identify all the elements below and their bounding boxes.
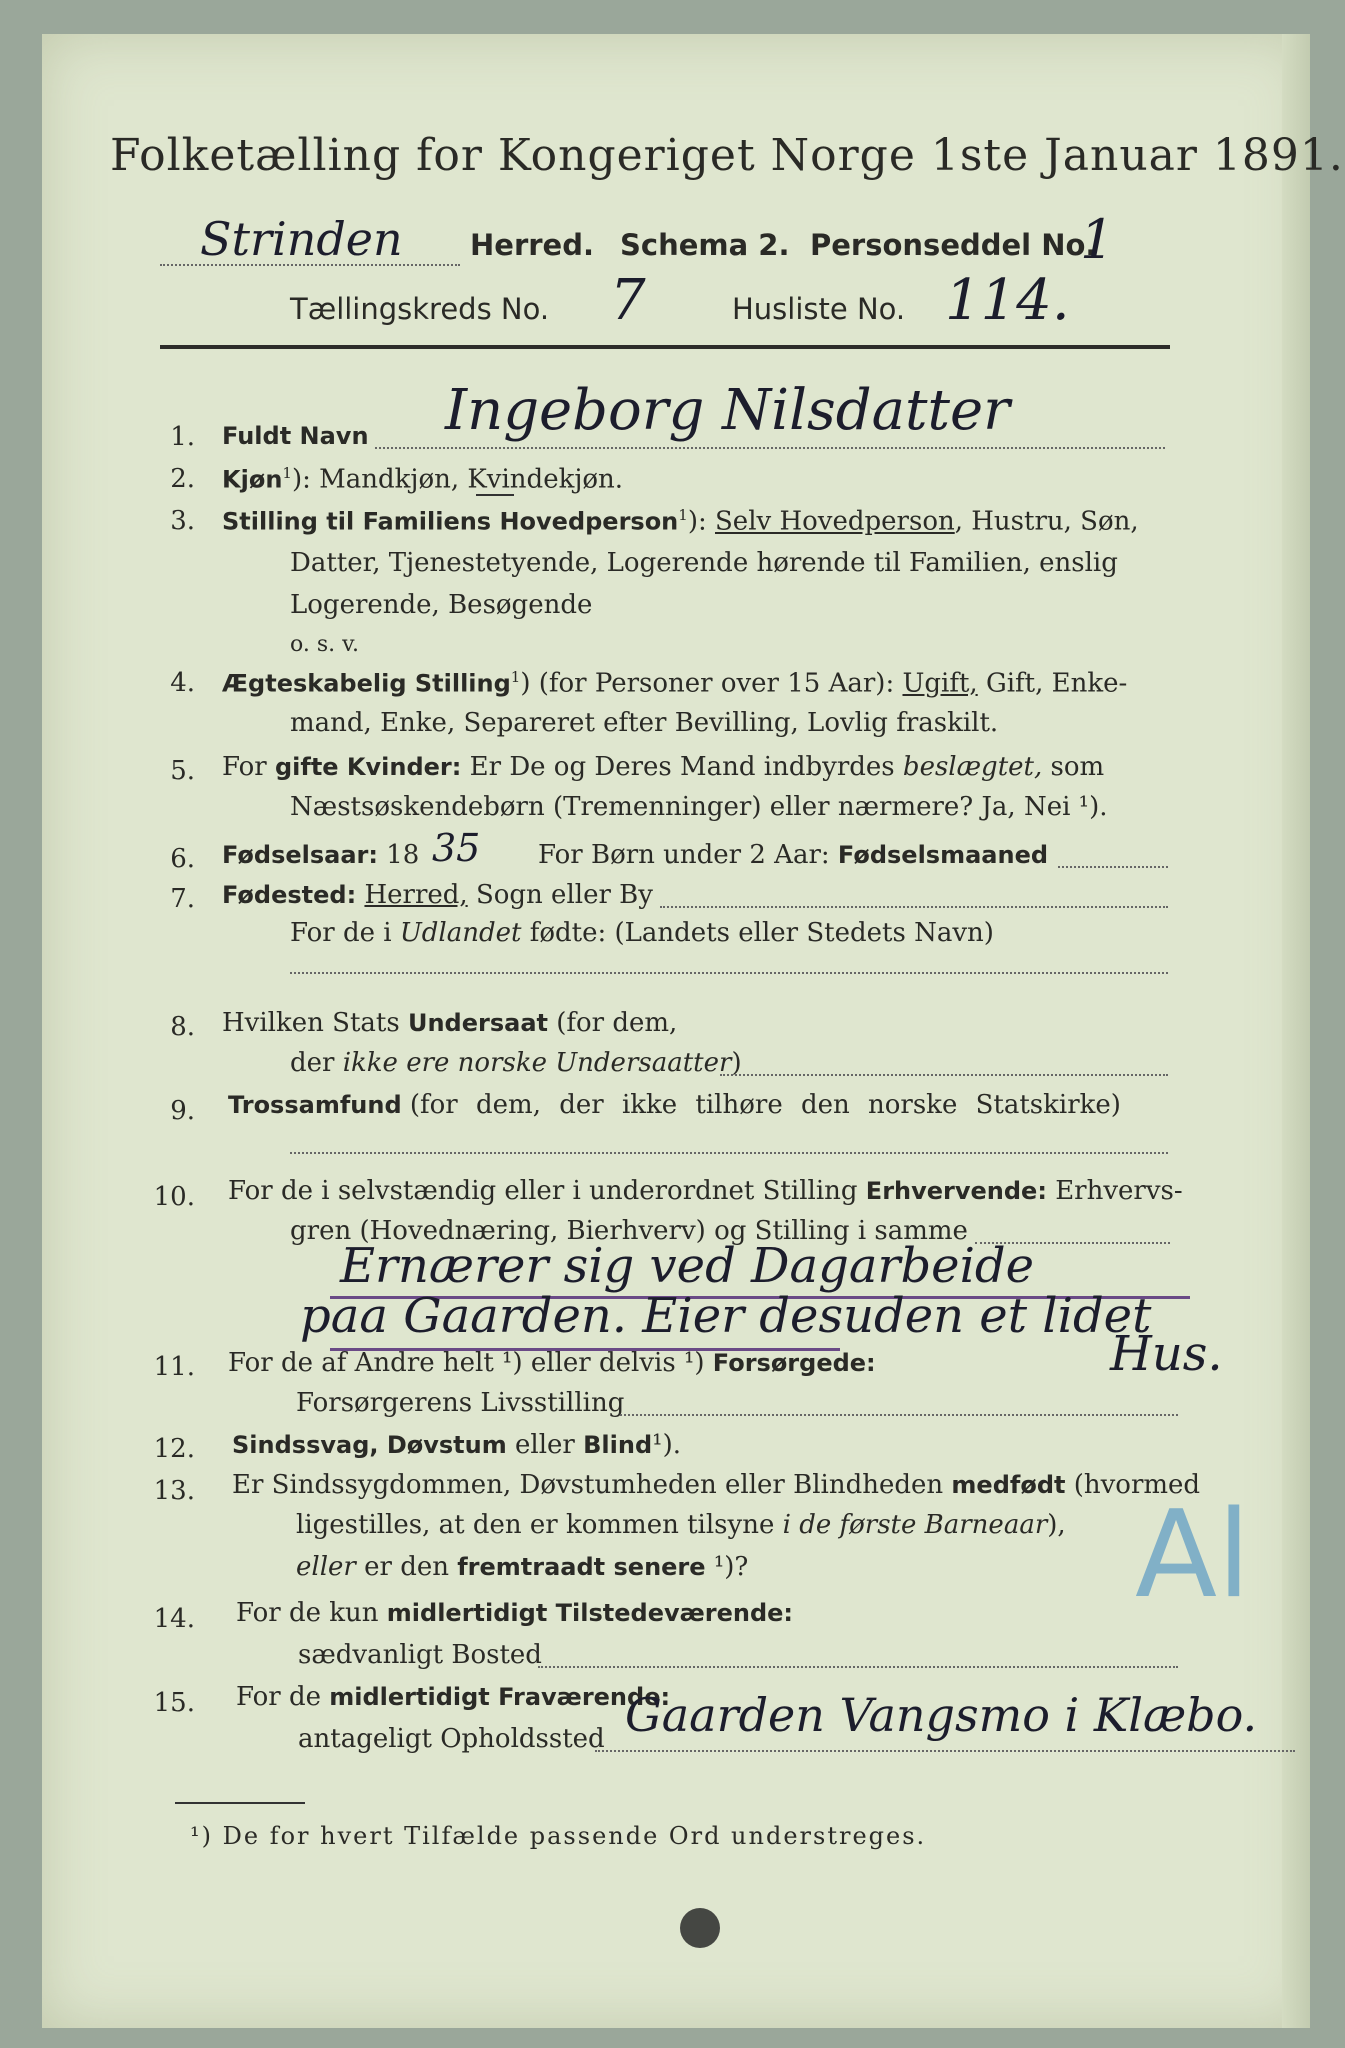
form-title: Folketælling for Kongeriget Norge 1ste Januar 1891. bbox=[110, 130, 1344, 181]
blue-pencil-mark-al: Al bbox=[1135, 1486, 1251, 1625]
q4-text2: Gift, Enke- bbox=[977, 668, 1128, 699]
item-number: 1. bbox=[170, 422, 195, 452]
q1-answer-handwritten: Ingeborg Nilsdatter bbox=[445, 378, 1010, 443]
item-number: 8. bbox=[170, 1012, 195, 1042]
q7-line2em: Udlandet bbox=[399, 918, 522, 948]
item-number: 5. bbox=[170, 756, 195, 786]
q13-line3b: ¹)? bbox=[713, 1552, 749, 1582]
q13-line3 bbox=[296, 1552, 748, 1583]
q15-line2: antageligt Opholdssted bbox=[298, 1724, 605, 1754]
herred-dotted-line bbox=[160, 264, 460, 266]
q7-line1 bbox=[222, 880, 653, 911]
q5-text1: For bbox=[222, 752, 267, 782]
q12-label: Sindssvag, Døvstum bbox=[232, 1431, 507, 1459]
q11-text1: For de af Andre helt ¹) eller delvis ¹) bbox=[228, 1348, 705, 1378]
q15-text1: For de bbox=[236, 1682, 321, 1712]
q4-text1: ) (for Personer over 15 Aar): bbox=[520, 668, 895, 699]
husliste-label: Husliste No. bbox=[732, 292, 906, 326]
q3-line2: Datter, Tjenestetyende, Logerende hørende til Familien, enslig bbox=[290, 548, 1118, 578]
q9-label: Trossamfund bbox=[228, 1091, 402, 1119]
item-number: 15. bbox=[153, 1688, 195, 1718]
q3-line3: Logerende, Besøgende bbox=[290, 590, 593, 620]
q2-text: ): Mandkjøn, Kvindekjøn. bbox=[291, 464, 624, 495]
q8-line2b: ) bbox=[731, 1048, 742, 1078]
q7-line2 bbox=[290, 918, 994, 949]
q11-line1 bbox=[228, 1348, 876, 1379]
schema-label: Schema 2. bbox=[620, 228, 790, 262]
q5-line1 bbox=[222, 752, 1104, 783]
q13-line3em: eller bbox=[296, 1552, 356, 1582]
q5-em: beslægtet, bbox=[902, 752, 1043, 782]
item-number: 6. bbox=[170, 844, 195, 874]
q12-label2: Blind bbox=[583, 1431, 653, 1459]
q6-dotted-line bbox=[1058, 866, 1168, 868]
q6-prefix: 18 bbox=[386, 840, 420, 870]
q7-dotted-line bbox=[660, 906, 1168, 908]
q6-label: Fødselsaar: bbox=[222, 841, 378, 869]
q15-label: midlertidigt Fraværende: bbox=[329, 1683, 671, 1711]
q4-sup: 1 bbox=[510, 668, 521, 686]
q5-text2: Er De og Deres Mand indbyrdes bbox=[469, 752, 895, 782]
item-number: 11. bbox=[153, 1352, 195, 1382]
q10-answer-line3-handwritten: Hus. bbox=[1110, 1326, 1223, 1382]
q10-line2: gren (Hovednæring, Bierhverv) og Stilling i samme bbox=[290, 1216, 968, 1246]
q14-line2: sædvanligt Bosted bbox=[298, 1640, 542, 1670]
q7-dotted-line-2 bbox=[290, 972, 1168, 974]
q13-text2: (hvormed bbox=[1073, 1470, 1201, 1500]
kreds-number: 7 bbox=[610, 268, 646, 333]
footnote-rule bbox=[175, 1802, 305, 1804]
q4-label: Ægteskabelig Stilling bbox=[222, 669, 511, 698]
personseddel-number: 1 bbox=[1080, 208, 1115, 271]
q2-label: Kjøn bbox=[222, 465, 283, 494]
q10-line1 bbox=[228, 1176, 1183, 1207]
q13-line3label: fremtraadt senere bbox=[457, 1553, 706, 1581]
q5-text3: som bbox=[1050, 752, 1105, 782]
q10-text2: Erhvervs- bbox=[1055, 1176, 1183, 1206]
kreds-label: Tællingskreds No. bbox=[290, 292, 550, 326]
q8-line1 bbox=[222, 1008, 677, 1039]
q12-line bbox=[232, 1430, 681, 1461]
q6-line bbox=[222, 840, 419, 871]
q12-text: eller bbox=[515, 1430, 575, 1460]
q10-answer-line2-handwritten: paa Gaarden. Eier desuden et lidet bbox=[300, 1288, 1152, 1344]
item-number: 12. bbox=[153, 1434, 195, 1464]
q14-label: midlertidigt Tilstedeværende: bbox=[386, 1599, 794, 1627]
item-number: 14. bbox=[153, 1604, 195, 1634]
q11-label: Forsørgede: bbox=[712, 1349, 876, 1377]
q4-selected-option: Ugift, bbox=[902, 668, 978, 699]
item-number: 9. bbox=[170, 1096, 195, 1126]
q3-sup: 1 bbox=[678, 506, 688, 524]
q3-line4: o. s. v. bbox=[290, 632, 359, 657]
q2-underline-selection bbox=[476, 494, 514, 496]
q3-text1: ): bbox=[687, 506, 707, 537]
footnote: ¹) De for hvert Tilfælde passende Ord understreges. bbox=[190, 1822, 927, 1850]
q3-selected-option: Selv Hovedperson bbox=[715, 506, 955, 537]
q14-dotted-line bbox=[538, 1666, 1178, 1668]
q13-text1: Er Sindssygdommen, Døvstumheden eller Blindheden bbox=[232, 1470, 944, 1500]
item-number: 4. bbox=[170, 668, 195, 698]
q7-line2a: For de i bbox=[290, 918, 392, 948]
sheet-edge bbox=[1282, 34, 1310, 2028]
q15-line1 bbox=[236, 1682, 670, 1713]
q8-dotted-line bbox=[720, 1074, 1168, 1076]
q7-selected-option: Herred, bbox=[364, 880, 468, 910]
q8-line2 bbox=[290, 1048, 742, 1079]
q14-line1 bbox=[236, 1598, 793, 1629]
q15-answer-handwritten: Gaarden Vangsmo i Klæbo. bbox=[625, 1688, 1258, 1742]
q11-dotted-line bbox=[620, 1414, 1178, 1416]
q13-line1 bbox=[232, 1470, 1200, 1501]
q11-line2: Forsørgerens Livsstilling bbox=[296, 1388, 625, 1418]
q8-line2a: der bbox=[290, 1048, 335, 1078]
q2-sup: 1 bbox=[282, 464, 292, 482]
q13-line2a: ligestilles, at den er kommen tilsyne bbox=[296, 1510, 775, 1540]
q6-label2: Fødselsmaaned bbox=[837, 841, 1049, 869]
q6-birthyear-handwritten: 35 bbox=[432, 826, 481, 870]
q13-line2 bbox=[296, 1510, 1066, 1541]
q12-text2: ¹). bbox=[652, 1430, 681, 1460]
header-rule bbox=[160, 345, 1170, 349]
q13-label: medfødt bbox=[951, 1471, 1066, 1499]
q3-text2: , Hustru, Søn, bbox=[954, 506, 1139, 537]
q1-label: Fuldt Navn bbox=[222, 422, 369, 450]
item-number: 10. bbox=[153, 1182, 195, 1212]
herred-name-handwritten: Strinden bbox=[200, 212, 403, 266]
q8-text1: Hvilken Stats bbox=[222, 1008, 400, 1038]
q9-line bbox=[228, 1090, 1121, 1121]
herred-label: Herred. bbox=[470, 228, 594, 262]
q5-label: gifte Kvinder: bbox=[274, 753, 462, 781]
q10-label: Erhvervende: bbox=[865, 1177, 1047, 1205]
q4-line1 bbox=[222, 668, 1127, 700]
q1-dotted-line bbox=[375, 447, 1165, 449]
q6-line-right bbox=[538, 840, 1048, 871]
q5-line2: Næstsøskendebørn (Tremenninger) eller nærmere? Ja, Nei ¹). bbox=[290, 792, 1108, 822]
q10-text1: For de i selvstændig eller i underordnet Stilling bbox=[228, 1176, 858, 1206]
q7-label: Fødested: bbox=[222, 881, 357, 909]
q3-line1 bbox=[222, 506, 1139, 538]
item-number: 13. bbox=[153, 1476, 195, 1506]
q6-text: For Børn under 2 Aar: bbox=[538, 840, 830, 870]
ink-blot bbox=[680, 1908, 720, 1948]
q3-label: Stilling til Familiens Hovedperson bbox=[222, 507, 679, 536]
q9-dotted-line bbox=[290, 1152, 1168, 1154]
husliste-number: 114. bbox=[945, 268, 1070, 333]
q2-line bbox=[222, 464, 623, 496]
item-number: 7. bbox=[170, 884, 195, 914]
q15-dotted-line bbox=[595, 1750, 1295, 1752]
q8-text2: (for dem, bbox=[556, 1008, 678, 1038]
q13-line2b: ), bbox=[1047, 1510, 1066, 1540]
item-number: 3. bbox=[170, 506, 195, 536]
item-number: 2. bbox=[170, 464, 195, 494]
q7-line2b: fødte: (Landets eller Stedets Navn) bbox=[529, 918, 994, 948]
q10-answer-line1-handwritten: Ernærer sig ved Dagarbeide bbox=[340, 1238, 1035, 1294]
q8-label: Undersaat bbox=[407, 1009, 548, 1037]
q14-text1: For de kun bbox=[236, 1598, 379, 1628]
q4-line2: mand, Enke, Separeret efter Bevilling, Lovlig fraskilt. bbox=[290, 708, 999, 738]
q7-text: Sogn eller By bbox=[475, 880, 653, 910]
q13-line3a: er den bbox=[364, 1552, 449, 1582]
personseddel-label: Personseddel No. bbox=[810, 228, 1097, 262]
q8-line2em: ikke ere norske Undersaatter bbox=[342, 1048, 732, 1078]
q9-text: (for dem, der ikke tilhøre den norske Statskirke) bbox=[409, 1090, 1121, 1120]
q13-line2em: i de første Barneaar bbox=[782, 1510, 1048, 1540]
